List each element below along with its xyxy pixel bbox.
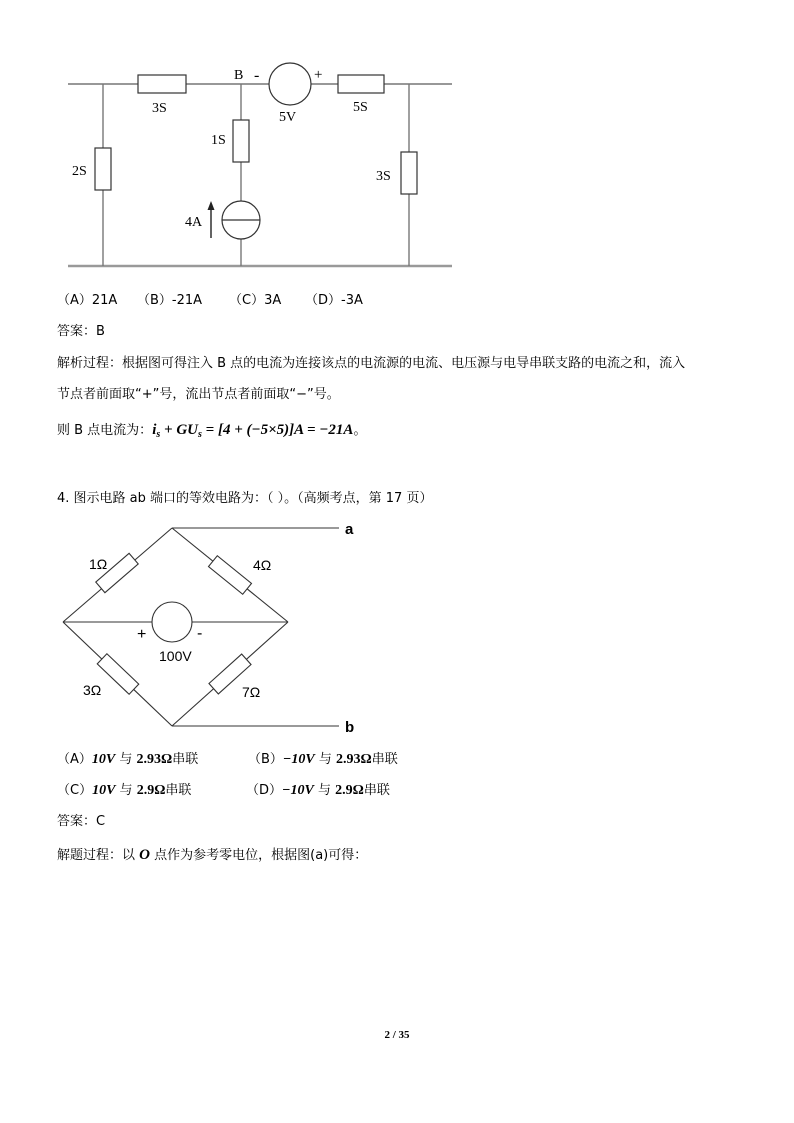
r1-label: 1Ω [89, 556, 108, 572]
r3-label: 3Ω [83, 682, 102, 698]
resistor-5s-top [338, 75, 384, 93]
r4-label: 7Ω [242, 684, 261, 700]
vs-plus-sign: + [314, 67, 323, 83]
page-number: 2 / 35 [384, 1029, 410, 1041]
q3-option-a: （A）21A [57, 293, 118, 308]
q4-option-a: （A）10V 与 2.93Ω串联 [57, 752, 199, 767]
q3-answer: 答案：B [57, 324, 105, 339]
r1s-middle-label: 1S [211, 133, 226, 148]
resistor-3s-right [401, 152, 417, 194]
voltage-source-5v [269, 63, 311, 105]
q3-option-c: （C）3A [229, 293, 282, 308]
r3s-top-label: 3S [152, 101, 167, 116]
r2-label: 4Ω [253, 557, 272, 573]
source-minus-sign: - [197, 625, 203, 642]
source-label: 100V [159, 648, 192, 664]
resistor-3ohm [97, 654, 139, 694]
formula-expression: $i_s + GU_s = [4 + (-5\times 5)]A = -21A$ [152, 422, 354, 440]
r3s-right-label: 3S [376, 169, 391, 184]
q3-analysis-line-2: 节点者前面取“+”号，流出节点者前面取“−”号。 [57, 387, 340, 402]
r5s-top-label: 5S [353, 100, 368, 115]
r2s-left-label: 2S [72, 164, 87, 179]
voltage-source-100v [152, 602, 192, 642]
vs-minus-sign: - [254, 67, 260, 84]
terminal-a-label: a [345, 521, 354, 538]
q4-option-d: （D）−10V 与 2.9Ω串联 [246, 783, 390, 798]
resistor-4ohm [208, 556, 251, 595]
resistor-1s-middle [233, 120, 249, 162]
q4-option-c: （C）10V 与 2.9Ω串联 [57, 783, 192, 798]
node-b-label: B [234, 68, 244, 83]
q3-formula-line [57, 421, 366, 444]
formula-end: 。 [353, 423, 367, 438]
source-plus-sign: + [137, 626, 147, 643]
q3-option-b: （B）-21A [137, 293, 203, 308]
q4-question: 4. 图示电路 ab 端口的等效电路为：（ ）。（高频考点，第 17 页） [57, 491, 433, 506]
q3-analysis-line-1: 解析过程：根据图可得注入 B 点的电流为连接该点的电流源的电流、电压源与电导串联支路的电流之和，流入 [57, 356, 686, 371]
current-arrow [208, 201, 215, 238]
cs-label: 4A [185, 215, 203, 230]
vs-label: 5V [279, 110, 297, 125]
circuit-figure-1 [60, 60, 460, 274]
circuit-figure-2 [55, 517, 365, 737]
terminal-b-label: b [345, 719, 355, 736]
q4-answer: 答案：C [57, 814, 106, 829]
resistor-2s-left [95, 148, 111, 190]
q4-process: 解题过程：以 O 点作为参考零电位，根据图(a)可得： [57, 847, 368, 863]
q4-option-b: （B）−10V 与 2.93Ω串联 [248, 752, 398, 767]
resistor-3s-top [138, 75, 186, 93]
q3-option-d: （D）-3A [305, 293, 363, 308]
formula-prefix: 则 B 点电流为： [57, 423, 153, 438]
